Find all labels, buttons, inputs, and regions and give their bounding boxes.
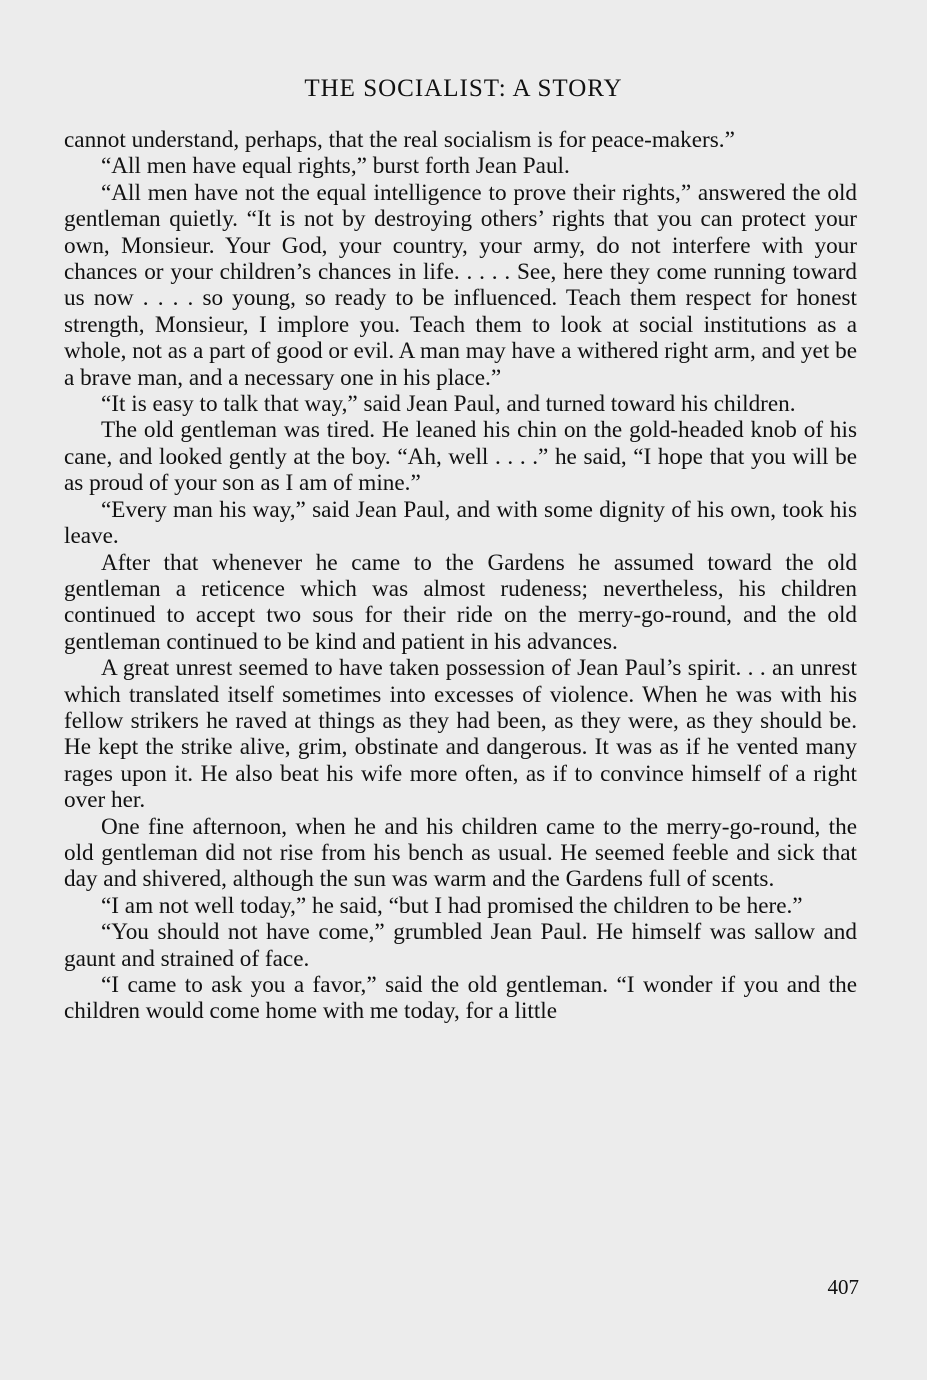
paragraph: One fine afternoon, when he and his children came to the merry-go-round, the old gentleman did not rise from his bench as usual. He seemed feeble and sick that day and shivered, although the sun was warm and the Gardens full of scents. bbox=[64, 813, 857, 893]
paragraph: “I came to ask you a favor,” said the old gentleman. “I wonder if you and the children would come home with me today, for a little bbox=[64, 972, 857, 1025]
paragraph: After that whenever he came to the Gardens he assumed toward the old gentleman a reticence which was almost rudeness; nevertheless, his children continued to accept two sous for their ride on the merry-go-round, and the old gentleman continued to be kind and patient in his advances. bbox=[64, 549, 857, 655]
paragraph: “It is easy to talk that way,” said Jean Paul, and turned toward his children. bbox=[101, 391, 796, 418]
paragraph: “All men have not the equal intelligence to prove their rights,” answered the old gentleman quietly. “It is not by destroying others’ rights that you can protect your own, Monsieur. Your God, your country, your army, do not interfere with your chances or your children’s chances in life. . . . . See, here they come running toward us now . . . . so young, so ready to be influenced. Teach them respect for honest strength, Monsieur, I implore you. Teach them to look at social institutions as a whole, not as a part of good or evil. A man may have a withered right arm, and yet be a brave man, and a necessary one in his place.” bbox=[64, 179, 857, 391]
paragraph: cannot understand, perhaps, that the real socialism is for peace-makers.” bbox=[64, 127, 735, 153]
body-text bbox=[64, 127, 857, 1025]
paragraph: The old gentleman was tired. He leaned his chin on the gold-headed knob of his cane, and looked gently at the boy. “Ah, well . . . .” he said, “I hope that you will be as proud of your son as I am of mine.” bbox=[64, 417, 857, 497]
paragraph: A great unrest seemed to have taken possession of Jean Paul’s spirit. . . an unrest which translated itself sometimes into excesses of violence. When he was with his fellow strikers he raved at things as they had been, as they were, as they should be. He kept the strike alive, grim, obstinate and dangerous. It was as if he vented many rages upon it. He also beat his wife more often, as if to convince himself of a right over her. bbox=[64, 655, 857, 814]
paragraph: “You should not have come,” grumbled Jean Paul. He himself was sallow and gaunt and strained of face. bbox=[64, 919, 857, 972]
page-number: 407 bbox=[827, 1275, 859, 1299]
paragraph: “Every man his way,” said Jean Paul, and with some dignity of his own, took his leave. bbox=[64, 496, 857, 550]
paragraph: “All men have equal rights,” burst forth Jean Paul. bbox=[101, 153, 570, 180]
running-head: THE SOCIALIST: A STORY bbox=[304, 75, 623, 102]
paragraph: “I am not well today,” he said, “but I had promised the children to be here.” bbox=[101, 892, 803, 919]
